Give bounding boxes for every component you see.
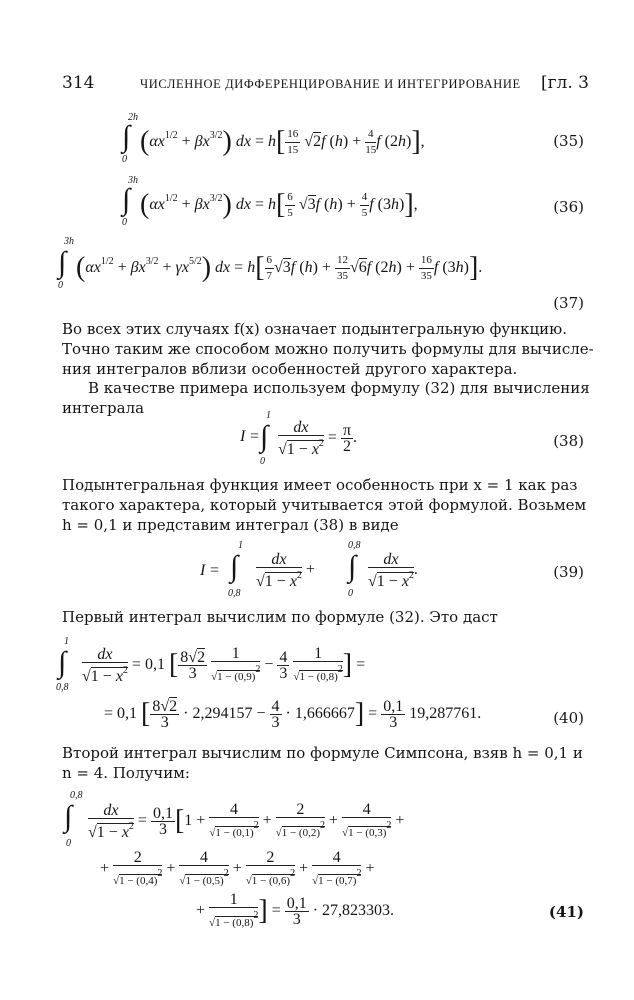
text-line: Первый интеграл вычислим по формуле (32). Это даст — [62, 608, 498, 626]
formula-41-line1: 0,8 ∫ 0 $\frac{dx}{√1 - x^2}$ = $\frac{0,1}{3}$ [1 + $\frac{4}{√1 - (0,1)2}$ + $\frac{2}{√1 - (0,2)2}$ + $\frac{4}{√1 - (0,3)2}$ + — [64, 790, 405, 849]
formula-35: 2h ∫ 0 $(\alpha x^{1/2} + \beta x^{3/2})$ dx = h[ $\frac{16}{15}$ √2f (h) + $\frac{4}{15}$ f (2h)], — [122, 112, 425, 165]
paragraph — [62, 475, 586, 535]
equation-number: (39) — [553, 563, 584, 581]
running-title: ЧИСЛЕННОЕ ДИФФЕРЕНЦИРОВАНИЕ И ИНТЕГРИРОВАНИЕ — [140, 77, 521, 91]
text-line: Второй интеграл вычислим по формуле Симпсона, взяв h = 0,1 и — [62, 744, 583, 762]
formula-36: 3h ∫ 0 $(\alpha x^{1/2} + \beta x^{3/2})$ dx = h[ $\frac{6}{5}$ √3f (h) + $\frac{4}{5}$ f (3h)], — [122, 175, 418, 228]
text-line: Точно таким же способом можно получить формулы для вычисле- — [62, 340, 594, 358]
chapter-label: [гл. 3 — [541, 73, 589, 93]
paragraph — [62, 607, 586, 627]
text-line: n = 4. Получим: — [62, 764, 190, 782]
text-line: Подынтегральная функция имеет особенность при x = 1 как раз — [62, 476, 578, 494]
formula-41-line2: + $\frac{2}{√1 - (0,4)2}$ + $\frac{4}{√1 - (0,5)2}$ + $\frac{2}{√1 - (0,6)2}$ + $\frac{4}{√1 - (0,7)2}$ + — [100, 849, 375, 887]
formula-37: 3h ∫ 0 $(\alpha x^{1/2} + \beta x^{3/2} + \gamma x^{5/2})$ dx = h[ $\frac{6}{7}$ √3f (h) + $\frac{12}{35}$ √6f (2h) + $\frac{16}{35}$ f (3h)]. — [58, 236, 483, 291]
text-line: такого характера, который учитывается этой формулой. Возьмем — [62, 496, 587, 514]
formula-41-line3: + $\frac{1}{√1 - (0,8)2}$ ] = $\frac{0,1}{3}$ · 27,823303. — [196, 891, 395, 929]
text-line: ния интегралов вблизи особенностей другого характера. — [62, 360, 518, 378]
formula-38: 1 ∫ 0 I = $\frac{dx}{√1 - x^2}$ = $\frac{\pi}{2}$ . — [240, 410, 358, 467]
formula-40-line2: = 0,1 [ $\frac{8√2}{3}$ · 2,294157 − $\frac{4}{3}$ · 1,666667] = $\frac{0,1}{3}$ 19,287761. — [104, 697, 482, 731]
text-line: h = 0,1 и представим интеграл (38) в виде — [62, 516, 399, 534]
equation-number: (38) — [553, 432, 584, 450]
paragraph — [62, 743, 586, 783]
formula-40-line1: 1 ∫ 0,8 $\frac{dx}{√1 - x^2}$ = 0,1 [ $\frac{8√2}{3}$ $\frac{1}{√1 - (0,9)2}$ − $\frac{4}{3}$ $\frac{1}{√1 - (0,8)2}$ ] = — [56, 636, 366, 693]
equation-number: (35) — [553, 132, 584, 150]
equation-number: (41) — [548, 903, 584, 921]
text-line: интеграла — [62, 399, 145, 417]
equation-number: (40) — [553, 709, 584, 727]
page-number: 314 — [62, 73, 95, 93]
equation-number: (37) — [553, 294, 584, 312]
text-line: Во всех этих случаях f(x) означает подынтегральную функцию. — [62, 320, 567, 338]
text-line: В качестве примера используем формулу (32) для вычисления — [88, 379, 590, 397]
equation-number: (36) — [553, 198, 584, 216]
formula-39: I = 1 ∫ 0,8 $\frac{dx}{√1 - x^2}$ + 0,8 ∫ 0 $\frac{dx}{√1 - x^2}$ . — [200, 540, 418, 599]
paragraph — [62, 319, 594, 379]
